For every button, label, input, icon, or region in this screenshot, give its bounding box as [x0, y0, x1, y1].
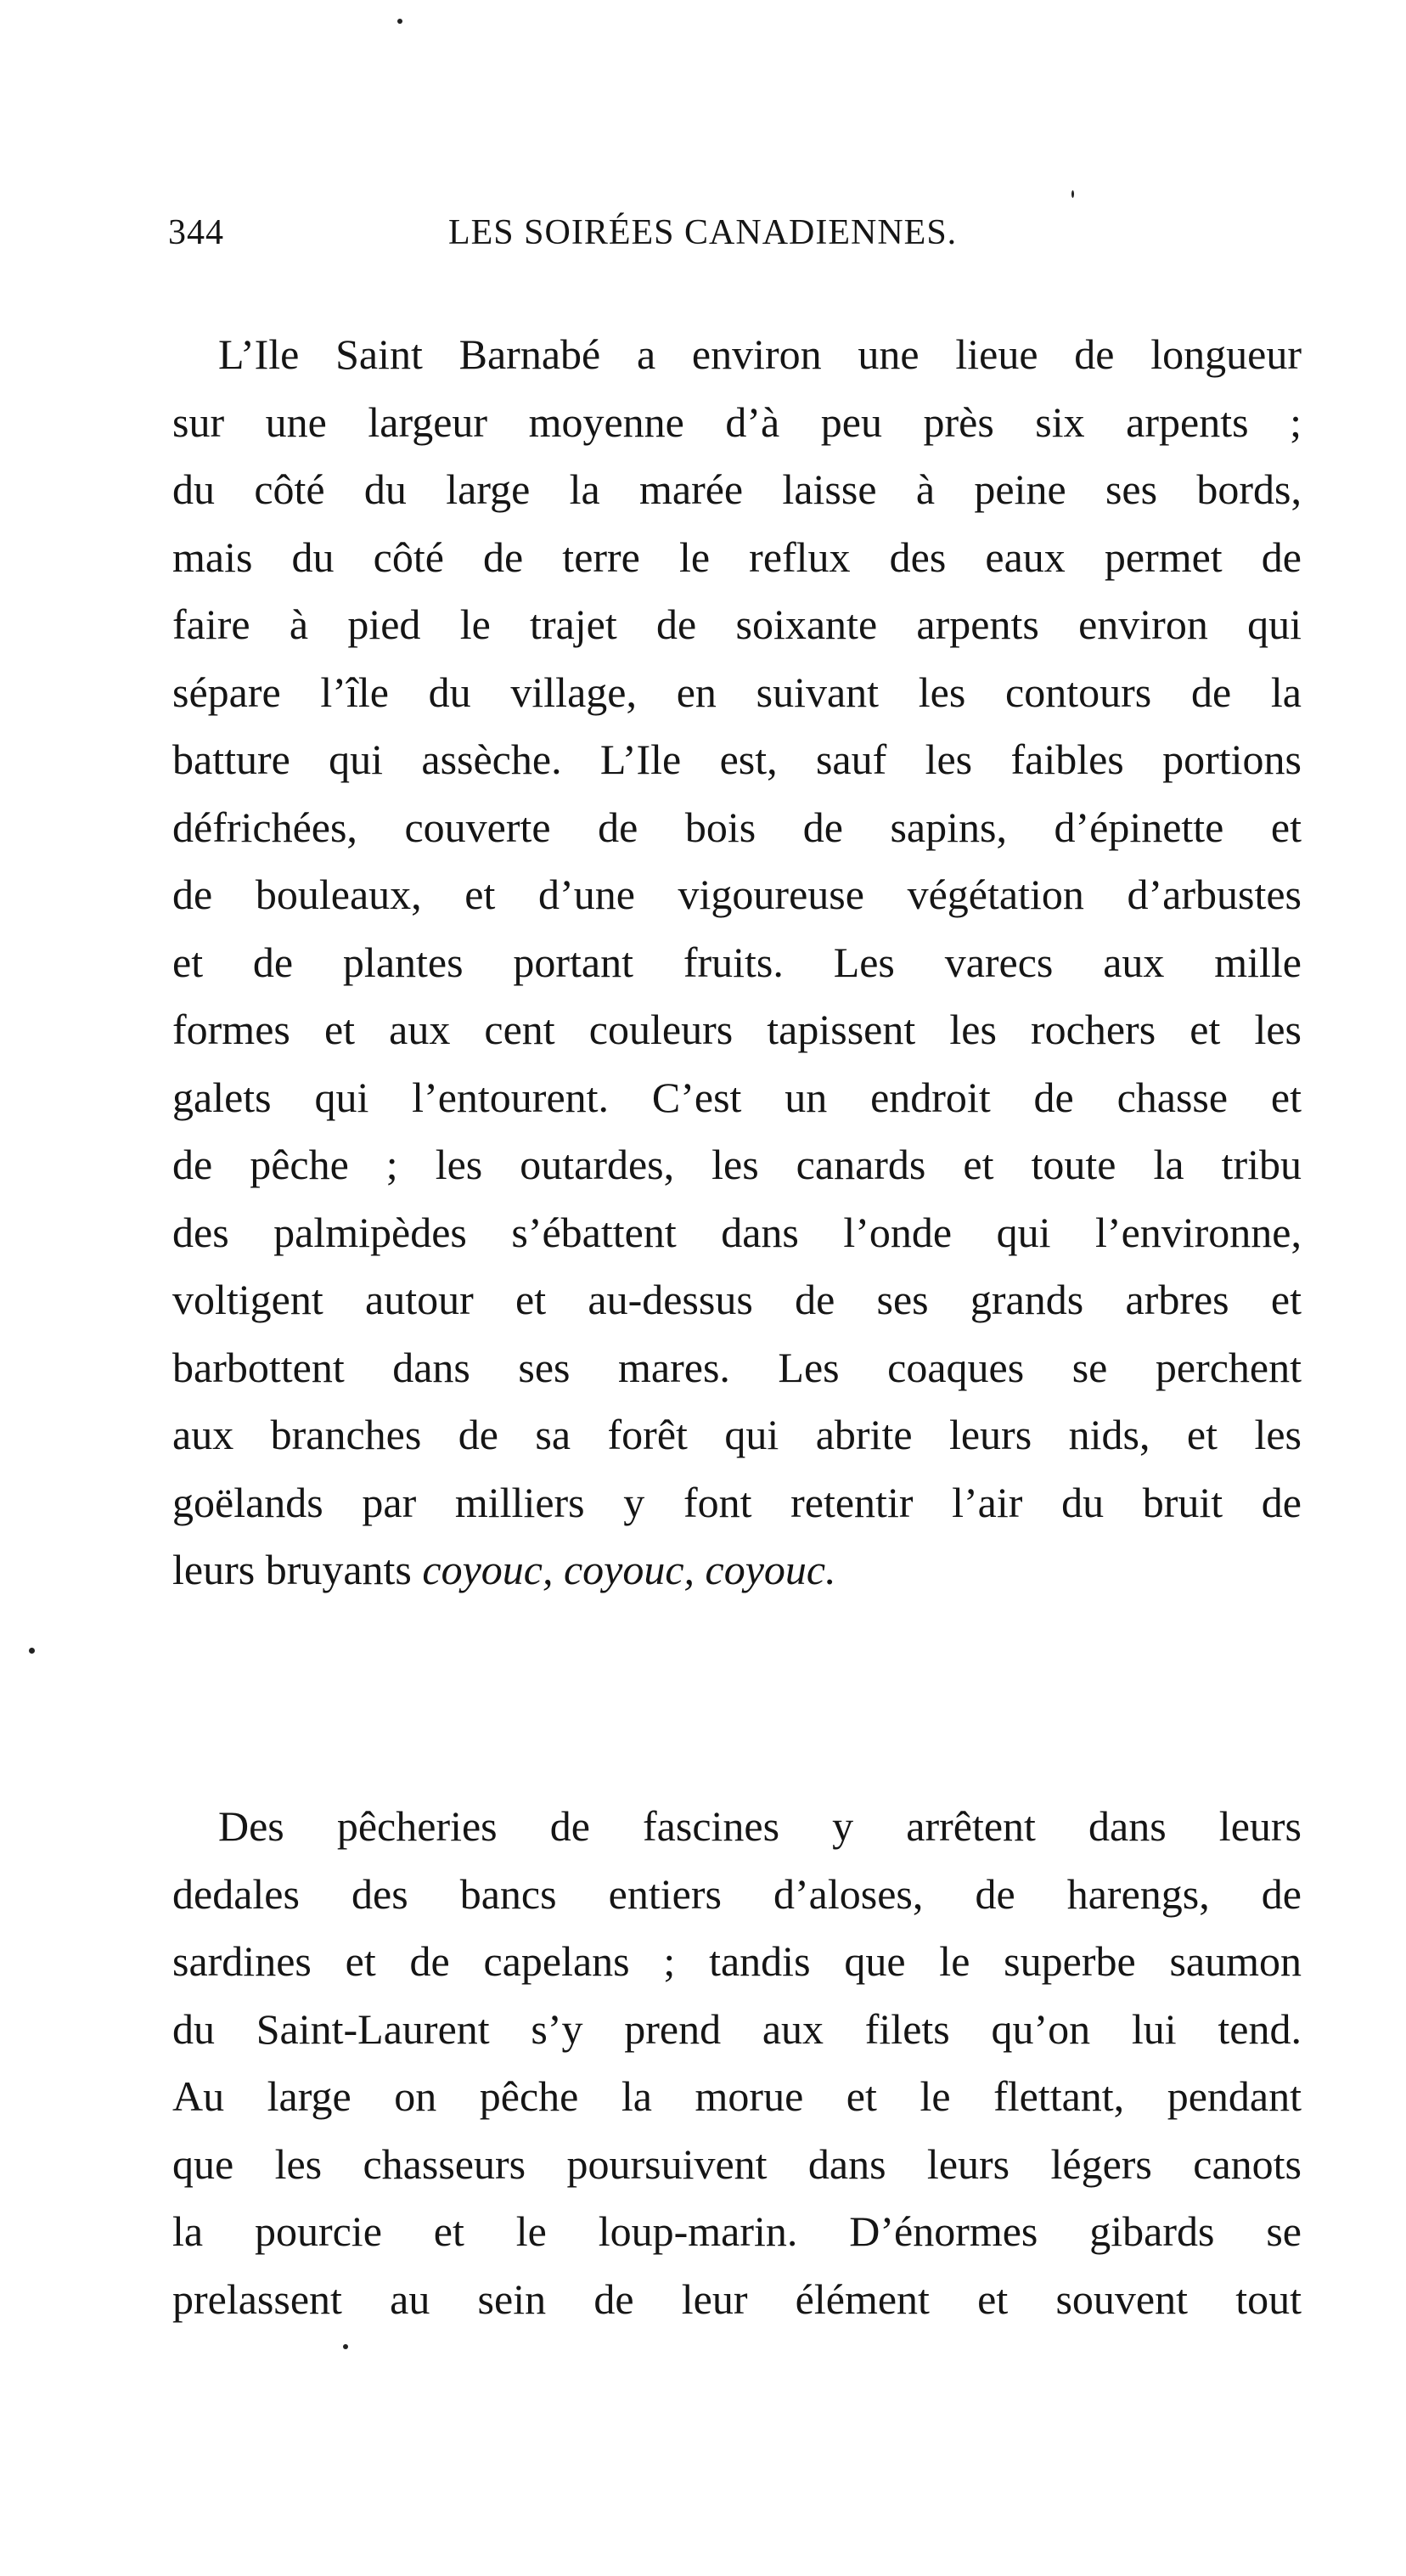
text-line: barbottent dans ses mares. Les coaques se perchent — [172, 1343, 1302, 1391]
text-line: de pêche ; les outardes, les canards et toute la tribu — [172, 1141, 1302, 1188]
text-line: dedales des bancs entiers d’aloses, de harengs, de — [172, 1869, 1302, 1918]
text-line: Des pêcheries de fascines y arrêtent dans leurs — [218, 1802, 1302, 1850]
italic-onomatopoeia: coyouc, coyouc, coyouc. — [422, 1546, 836, 1593]
text-line: L’Ile Saint Barnabé a environ une lieue de longueur — [218, 330, 1302, 378]
page-header — [168, 212, 1051, 263]
text-line: sardines et de capelans ; tandis que le superbe saumon — [172, 1937, 1302, 1985]
text-line: batture qui assèche. L’Ile est, sauf les faibles portions — [172, 736, 1302, 783]
text-line-last — [172, 1536, 1302, 1604]
page-number: 344 — [168, 213, 224, 252]
text-line: mais du côté de terre le reflux des eaux permet de — [172, 533, 1302, 581]
text-line: des palmipèdes s’ébattent dans l’onde qui l’environne, — [172, 1208, 1302, 1256]
paragraph — [172, 1793, 1302, 2333]
text-line: prelassent au sein de leur élément et souvent tout — [172, 2274, 1302, 2323]
ink-speck — [29, 1648, 35, 1654]
text-line: sépare l’île du village, en suivant les contours de la — [172, 668, 1302, 716]
text-line: de bouleaux, et d’une vigoureuse végétation d’arbustes — [172, 871, 1302, 918]
text-fragment: leurs bruyants — [172, 1546, 412, 1593]
text-line: la pourcie et le loup-marin. D’énormes gibards se — [172, 2207, 1302, 2255]
text-line: galets qui l’entourent. C’est un endroit de chasse et — [172, 1073, 1302, 1121]
ink-speck — [1071, 190, 1074, 198]
text-line: du Saint-Laurent s’y prend aux filets qu’on lui tend. — [172, 2004, 1302, 2053]
text-line: formes et aux cent couleurs tapissent les rochers et les — [172, 1006, 1302, 1053]
running-title: LES SOIRÉES CANADIENNES. — [448, 213, 958, 252]
text-line: goëlands par milliers y font retentir l’air du bruit de — [172, 1478, 1302, 1526]
ink-speck — [343, 2344, 348, 2349]
ink-speck — [397, 19, 402, 24]
text-line: aux branches de sa forêt qui abrite leurs nids, et les — [172, 1411, 1302, 1458]
text-line: et de plantes portant fruits. Les varecs aux mille — [172, 938, 1302, 986]
text-line: défrichées, couverte de bois de sapins, d’épinette et — [172, 803, 1302, 851]
text-line: voltigent autour et au-dessus de ses grands arbres et — [172, 1276, 1302, 1323]
text-line: Au large on pêche la morue et le flettant, pendant — [172, 2072, 1302, 2120]
text-line: sur une largeur moyenne d’à peu près six arpents ; — [172, 397, 1302, 446]
text-line: du côté du large la marée laisse à peine ses bords, — [172, 465, 1302, 513]
paragraph — [172, 321, 1302, 1604]
text-line: faire à pied le trajet de soixante arpents environ qui — [172, 600, 1302, 648]
text-line: que les chasseurs poursuivent dans leurs légers canots — [172, 2139, 1302, 2188]
